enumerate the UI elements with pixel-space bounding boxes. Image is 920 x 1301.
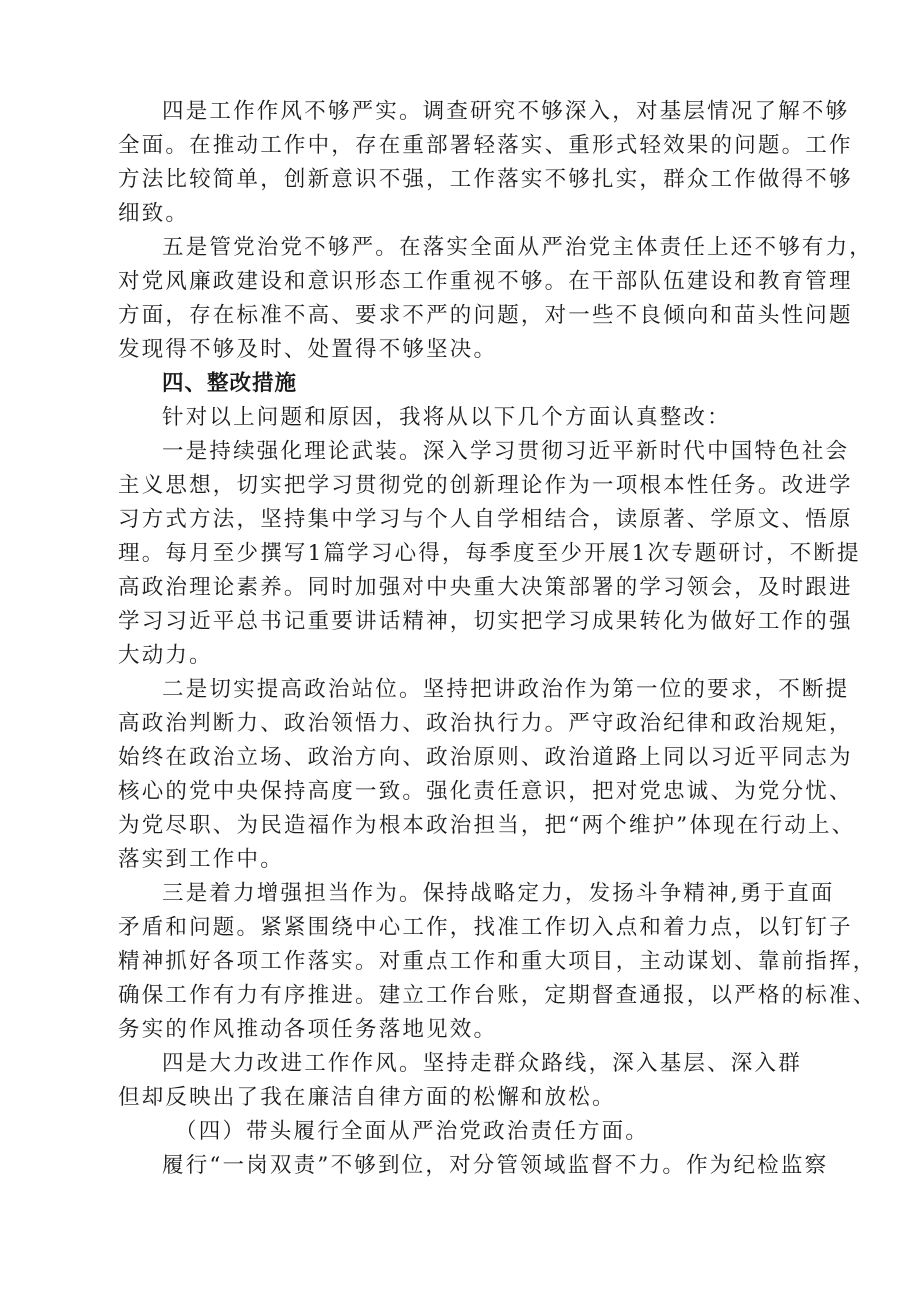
paragraph-line: 学习习近平总书记重要讲话精神，切实把学习成果转化为做好工作的强 bbox=[118, 609, 853, 634]
section-heading: 四、整改措施 bbox=[162, 371, 298, 396]
paragraph-line: 但却反映出了我在廉洁自律方面的松懈和放松。 bbox=[118, 1085, 616, 1110]
paragraph-line: 四是大力改进工作作风。坚持走群众路线，深入基层、深入群 bbox=[162, 1051, 802, 1076]
paragraph-line: 主义思想，切实把学习贯彻党的创新理论作为一项根本性任务。改进学 bbox=[118, 473, 853, 498]
paragraph-line: 针对以上问题和原因，我将从以下几个方面认真整改： bbox=[162, 405, 731, 430]
paragraph-line: 精神抓好各项工作落实。对重点工作和重大项目，主动谋划、靠前指挥， bbox=[118, 949, 877, 974]
paragraph-line: 核心的党中央保持高度一致。强化责任意识，把对党忠诚、为党分忧、 bbox=[118, 779, 853, 804]
subsection-heading: （四）带头履行全面从严治党政治责任方面。 bbox=[175, 1119, 650, 1144]
paragraph-line: 理。每月至少撰写1篇学习心得，每季度至少开展1次专题研讨，不断提 bbox=[118, 541, 861, 566]
paragraph-line: 履行“一岗双责”不够到位，对分管领域监督不力。作为纪检监察 bbox=[162, 1153, 829, 1178]
paragraph-line: 习方式方法，坚持集中学习与个人自学相结合，读原著、学原文、悟原 bbox=[118, 507, 853, 532]
paragraph-line: 为党尽职、为民造福作为根本政治担当，把“两个维护”体现在行动上、 bbox=[118, 813, 856, 838]
paragraph-line: 大动力。 bbox=[118, 643, 213, 668]
paragraph-line: 五是管党治党不够严。在落实全面从严治党主体责任上还不够有力， bbox=[162, 235, 874, 260]
paragraph-line: 二是切实提高政治站位。坚持把讲政治作为第一位的要求，不断提 bbox=[162, 677, 850, 702]
paragraph-line: 务实的作风推动各项任务落地见效。 bbox=[118, 1017, 498, 1042]
paragraph-line: 发现得不够及时、处置得不够坚决。 bbox=[118, 337, 498, 362]
paragraph-line: 对党风廉政建设和意识形态工作重视不够。在干部队伍建设和教育管理 bbox=[118, 269, 853, 294]
paragraph-line: 四是工作作风不够严实。调查研究不够深入，对基层情况了解不够 bbox=[162, 99, 850, 124]
paragraph-line: 高政治判断力、政治领悟力、政治执行力。严守政治纪律和政治规矩， bbox=[118, 711, 853, 736]
paragraph-line: 始终在政治立场、政治方向、政治原则、政治道路上同以习近平同志为 bbox=[118, 745, 853, 770]
paragraph-line: 一是持续强化理论武装。深入学习贯彻习近平新时代中国特色社会 bbox=[162, 439, 850, 464]
paragraph-line: 方面，存在标准不高、要求不严的问题，对一些不良倾向和苗头性问题 bbox=[118, 303, 853, 328]
paragraph-line: 三是着力增强担当作为。保持战略定力，发扬斗争精神,勇于直面 bbox=[162, 881, 835, 906]
paragraph-line: 全面。在推动工作中，存在重部署轻落实、重形式轻效果的问题。工作 bbox=[118, 133, 853, 158]
paragraph-line: 细致。 bbox=[118, 201, 190, 226]
paragraph-line: 矛盾和问题。紧紧围绕中心工作，找准工作切入点和着力点，以钉钉子 bbox=[118, 915, 853, 940]
paragraph-line: 落实到工作中。 bbox=[118, 847, 284, 872]
paragraph-line: 确保工作有力有序推进。建立工作台账，定期督查通报，以严格的标准、 bbox=[118, 983, 877, 1008]
paragraph-line: 高政治理论素养。同时加强对中央重大决策部署的学习领会，及时跟进 bbox=[118, 575, 853, 600]
paragraph-line: 方法比较简单，创新意识不强，工作落实不够扎实，群众工作做得不够 bbox=[118, 167, 853, 192]
